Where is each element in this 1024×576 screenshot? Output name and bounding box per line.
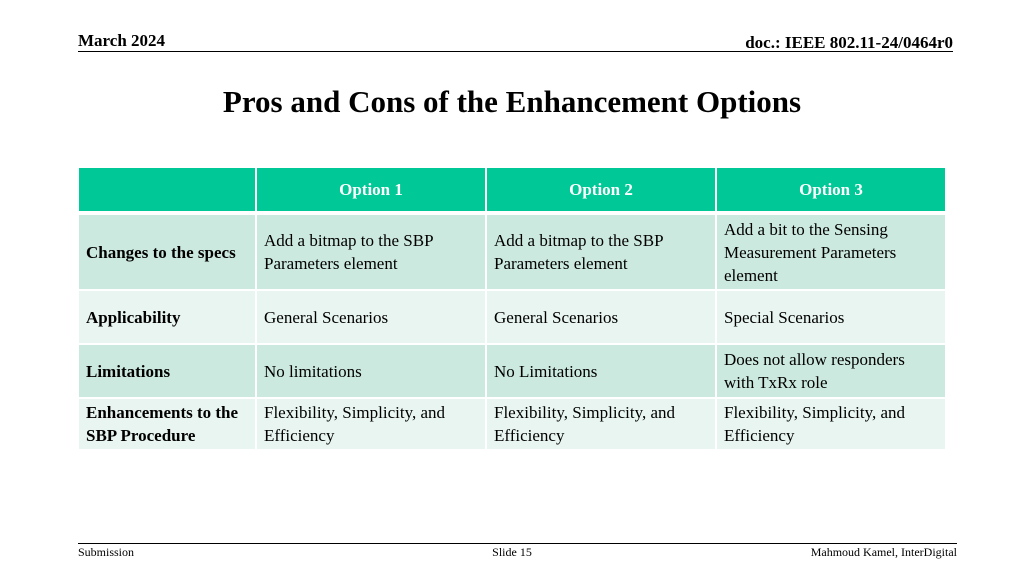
table-row-limitations	[78, 344, 946, 398]
header-rule	[78, 51, 953, 52]
comparison-table	[77, 166, 947, 451]
row-label: Enhancements to the SBP Procedure	[78, 398, 256, 450]
table-header-corner	[78, 167, 256, 213]
row-label: Limitations	[78, 344, 256, 398]
table-cell: Add a bitmap to the SBP Parameters element	[486, 213, 716, 290]
footer-slide-number: Slide 15	[492, 545, 532, 559]
table-cell: Flexibility, Simplicity, and Efficiency	[486, 398, 716, 450]
table-cell: No Limitations	[486, 344, 716, 398]
table-row-applicability	[78, 290, 946, 344]
slide-title: Pros and Cons of the Enhancement Options	[222, 84, 802, 119]
table-header-row	[78, 167, 946, 213]
row-label: Applicability	[78, 290, 256, 344]
table-cell: Flexibility, Simplicity, and Efficiency	[716, 398, 946, 450]
table-cell: Add a bit to the Sensing Measurement Parameters element	[716, 213, 946, 290]
table-header-option-2: Option 2	[486, 167, 716, 213]
row-label: Changes to the specs	[78, 213, 256, 290]
table-cell: General Scenarios	[256, 290, 486, 344]
header-doc-id: doc.: IEEE 802.11-24/0464r0	[745, 33, 953, 52]
footer-submission: Submission	[78, 545, 135, 559]
table-header-option-1: Option 1	[256, 167, 486, 213]
header-date: March 2024	[78, 31, 166, 50]
table-cell: Special Scenarios	[716, 290, 946, 344]
table-header-option-3: Option 3	[716, 167, 946, 213]
table-cell: No limitations	[256, 344, 486, 398]
table-row-enhancements	[78, 398, 946, 450]
table-cell: Does not allow responders with TxRx role	[716, 344, 946, 398]
table-cell: Add a bitmap to the SBP Parameters element	[256, 213, 486, 290]
table-cell: Flexibility, Simplicity, and Efficiency	[256, 398, 486, 450]
table-cell: General Scenarios	[486, 290, 716, 344]
footer-rule	[78, 543, 957, 544]
footer-author: Mahmoud Kamel, InterDigital	[810, 545, 957, 559]
table-row-changes	[78, 213, 946, 290]
